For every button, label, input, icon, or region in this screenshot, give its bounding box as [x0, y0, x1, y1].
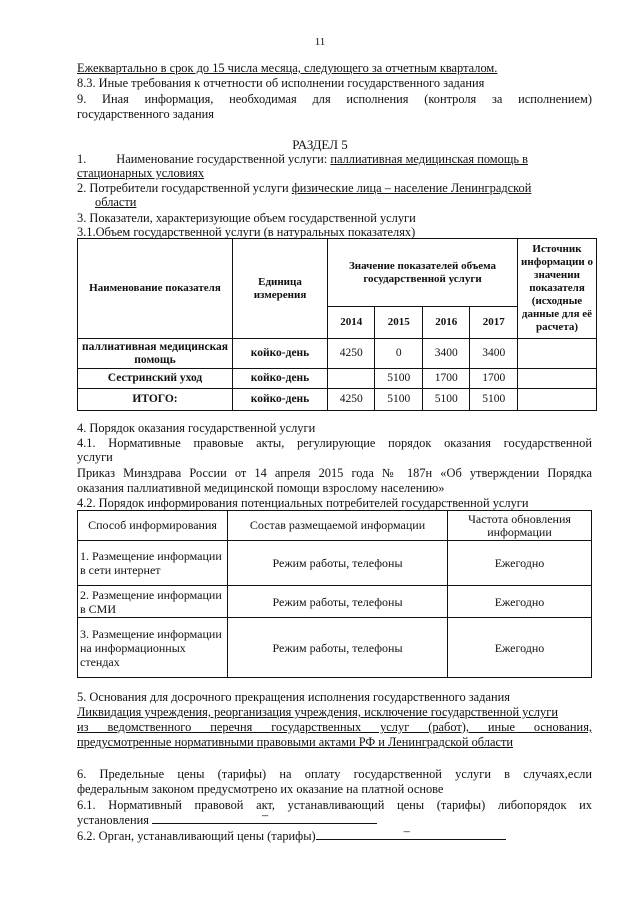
row-content: Режим работы, телефоны [228, 541, 448, 586]
row-value: 1700 [470, 369, 518, 389]
col-header-content: Состав размещаемой информации [228, 511, 448, 541]
price-act-line2 [77, 808, 377, 828]
prices-line1: 6. Предельные цены (тарифы) на оплату государственной услуги в случаях,если [77, 767, 592, 781]
row-value: 4250 [328, 389, 375, 411]
service-name-line1 [77, 152, 592, 167]
consumers-value: физические лица – население Ленинградской [291, 181, 532, 195]
col-header-frequency: Частота обновления информации [448, 511, 592, 541]
price-act-blank [152, 808, 377, 824]
table-row [78, 339, 597, 369]
price-body-label: 6.2. Орган, устанавливающий цены (тарифы) [77, 829, 316, 843]
row-value: 3400 [422, 339, 469, 369]
service-name-line2: стационарных условиях [77, 166, 205, 180]
normative-acts-line1: 4.1. Нормативные правовые акты, регулирующие порядок оказания государственной [77, 436, 592, 450]
row-source [518, 339, 597, 369]
row-unit: койко-день [233, 389, 328, 411]
service-name-value: паллиативная медицинская помощь в [330, 152, 528, 166]
row-value: 5100 [422, 389, 469, 411]
row-name: паллиативная медицинская помощь [78, 339, 233, 369]
row-name: Сестринский уход [78, 369, 233, 389]
row-value: 4250 [328, 339, 375, 369]
col-header-values: Значение показателей объема государственной услуги [328, 239, 518, 307]
row-frequency: Ежегодно [448, 541, 592, 586]
row-content: Режим работы, телефоны [228, 586, 448, 618]
volume-table [77, 238, 597, 411]
row-source [518, 389, 597, 411]
price-act-line1: 6.1. Нормативный правовой акт, устанавливающий цены (тарифы) либопорядок их [77, 798, 592, 812]
other-info-line2: государственного задания [77, 107, 214, 121]
row-content: Режим работы, телефоны [228, 618, 448, 678]
row-value: 0 [375, 339, 422, 369]
row-unit: койко-день [233, 339, 328, 369]
informing-heading: 4.2. Порядок информирования потенциальных потребителей государственной услуги [77, 496, 529, 510]
row-frequency: Ежегодно [448, 586, 592, 618]
reporting-deadline: Ежеквартально в срок до 15 числа месяца, следующего за отчетным кварталом. [77, 61, 498, 75]
order-text-line1: Приказ Минздрава России от 14 апреля 2015 года № 187н «Об утверждении Порядка [77, 466, 592, 480]
row-method: 3. Размещение информации на информационных стендах [78, 618, 228, 678]
service-name-label: Наименование государственной услуги: [116, 152, 328, 166]
other-info-line1: 9. Иная информация, необходимая для исполнения (контроля за исполнением) [77, 92, 592, 106]
termination-text-line2: из ведомственного перечня государственных услуг (работ), иные основания, [77, 720, 592, 734]
row-value [328, 369, 375, 389]
year-header: 2017 [470, 307, 518, 339]
volume-subheading: 3.1.Объем государственной услуги (в натуральных показателях) [77, 225, 416, 239]
row-frequency: Ежегодно [448, 618, 592, 678]
year-header: 2016 [422, 307, 469, 339]
termination-heading: 5. Основания для досрочного прекращения исполнения государственного задания [77, 690, 510, 704]
table-row [78, 618, 592, 678]
row-method: 2. Размещение информации в СМИ [78, 586, 228, 618]
table-row-total [78, 389, 597, 411]
year-header: 2014 [328, 307, 375, 339]
volume-indicators-heading: 3. Показатели, характеризующие объем государственной услуги [77, 211, 416, 225]
termination-text-line3: предусмотренные нормативными правовыми актами РФ и Ленинградской области [77, 735, 514, 749]
col-header-unit: Единица измерения [233, 239, 328, 339]
normative-acts-line2: услуги [77, 450, 113, 464]
col-header-source: Источник информации о значении показателя (исходные данные для её расчета) [518, 239, 597, 339]
price-body-dash: – [403, 824, 410, 838]
row-source [518, 369, 597, 389]
row-method: 1. Размещение информации в сети интернет [78, 541, 228, 586]
row-value: 5100 [375, 369, 422, 389]
row-unit: койко-день [233, 369, 328, 389]
col-header-name: Наименование показателя [78, 239, 233, 339]
price-body-line [77, 824, 506, 844]
section-title: РАЗДЕЛ 5 [292, 137, 348, 152]
service-order-heading: 4. Порядок оказания государственной услуги [77, 421, 316, 435]
row-name: ИТОГО: [78, 389, 233, 411]
reporting-requirements: 8.3. Иные требования к отчетности об исполнении государственного задания [77, 76, 485, 90]
price-act-dash: – [262, 808, 269, 822]
price-act-label: установления [77, 813, 149, 827]
consumers-label: 2. Потребители государственной услуги [77, 181, 289, 195]
row-value: 5100 [375, 389, 422, 411]
informing-table [77, 510, 592, 678]
prices-line2: федеральным законом предусмотрено их оказание на платной основе [77, 782, 444, 796]
table-row [78, 369, 597, 389]
row-value: 5100 [470, 389, 518, 411]
consumers-line1 [77, 181, 531, 196]
termination-text-line1: Ликвидация учреждения, реорганизация учреждения, исключение государственной услуги [77, 705, 558, 719]
page-number: 11 [314, 36, 326, 48]
table-row [78, 586, 592, 618]
row-value: 1700 [422, 369, 469, 389]
price-body-blank [316, 824, 506, 840]
service-name-num: 1. [77, 152, 87, 166]
table-row [78, 541, 592, 586]
col-header-method: Способ информирования [78, 511, 228, 541]
year-header: 2015 [375, 307, 422, 339]
order-text-line2: оказания паллиативной медицинской помощи взрослому населению» [77, 481, 445, 495]
consumers-line2: области [95, 195, 137, 209]
row-value: 3400 [470, 339, 518, 369]
